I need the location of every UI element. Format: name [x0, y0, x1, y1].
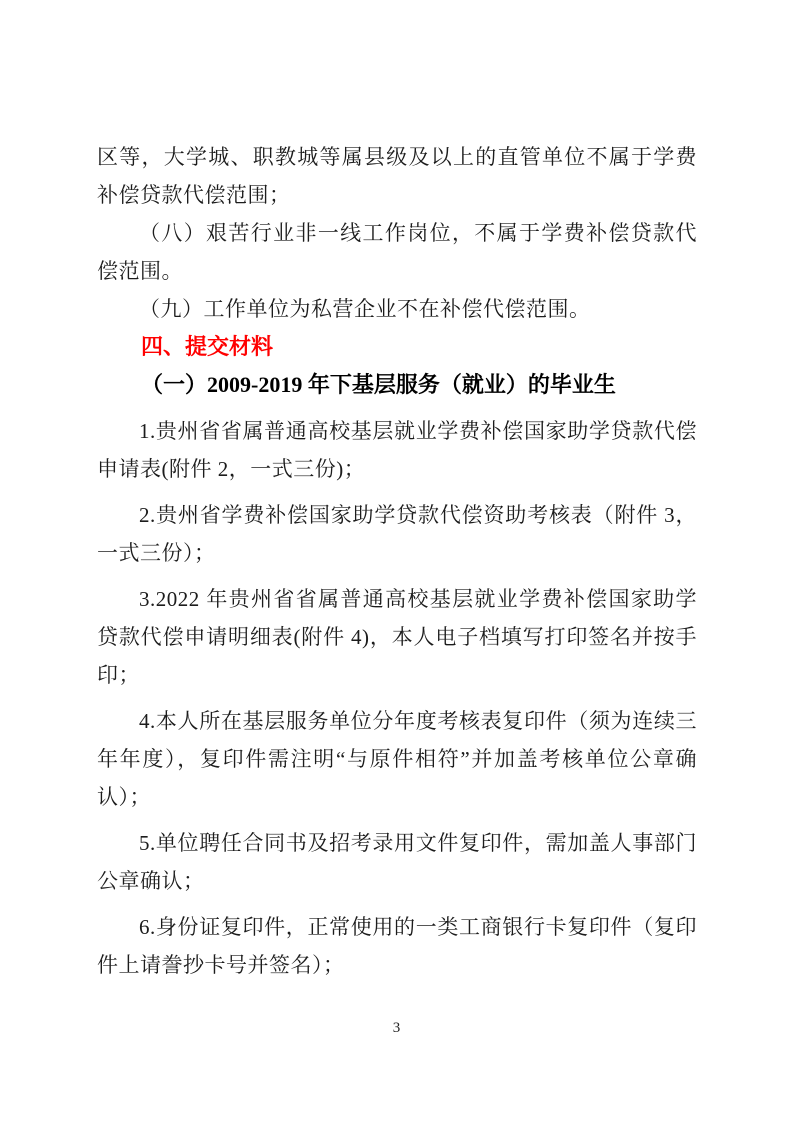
- paragraph-item-eight: （八）艰苦行业非一线工作岗位，不属于学费补偿贷款代偿范围。: [97, 221, 697, 283]
- section-heading-four: 四、提交材料: [141, 334, 274, 359]
- material-item-4: 4.本人所在基层服务单位分年度考核表复印件（须为连续三年年度），复印件需注明“与原件相符”并加盖考核单位公章确认）；: [97, 709, 697, 809]
- page-footer: [0, 1018, 793, 1038]
- subsection-heading-one: （一）2009-2019 年下基层服务（就业）的毕业生: [141, 372, 616, 397]
- paragraph-continued: 区等，大学城、职教城等属县级及以上的直管单位不属于学费补偿贷款代偿范围；: [97, 145, 697, 207]
- material-item-6: 6.身份证复印件，正常使用的一类工商银行卡复印件（复印件上请誊抄卡号并签名）；: [97, 915, 697, 977]
- page-number: 3: [392, 1020, 401, 1036]
- document-body: [97, 138, 697, 984]
- material-item-1: 1.贵州省省属普通高校基层就业学费补偿国家助学贷款代偿申请表(附件 2，一式三份)；: [97, 419, 697, 481]
- material-item-5: 5.单位聘任合同书及招考录用文件复印件，需加盖人事部门公章确认；: [97, 831, 697, 893]
- paragraph-item-nine: （九）工作单位为私营企业不在补偿代偿范围。: [139, 297, 591, 321]
- material-item-2: 2.贵州省学费补偿国家助学贷款代偿资助考核表（附件 3，一式三份）；: [97, 503, 697, 565]
- material-item-3: 3.2022 年贵州省省属普通高校基层就业学费补偿国家助学贷款代偿申请明细表(附件 4)，本人电子档填写打印签名并按手印；: [97, 587, 697, 687]
